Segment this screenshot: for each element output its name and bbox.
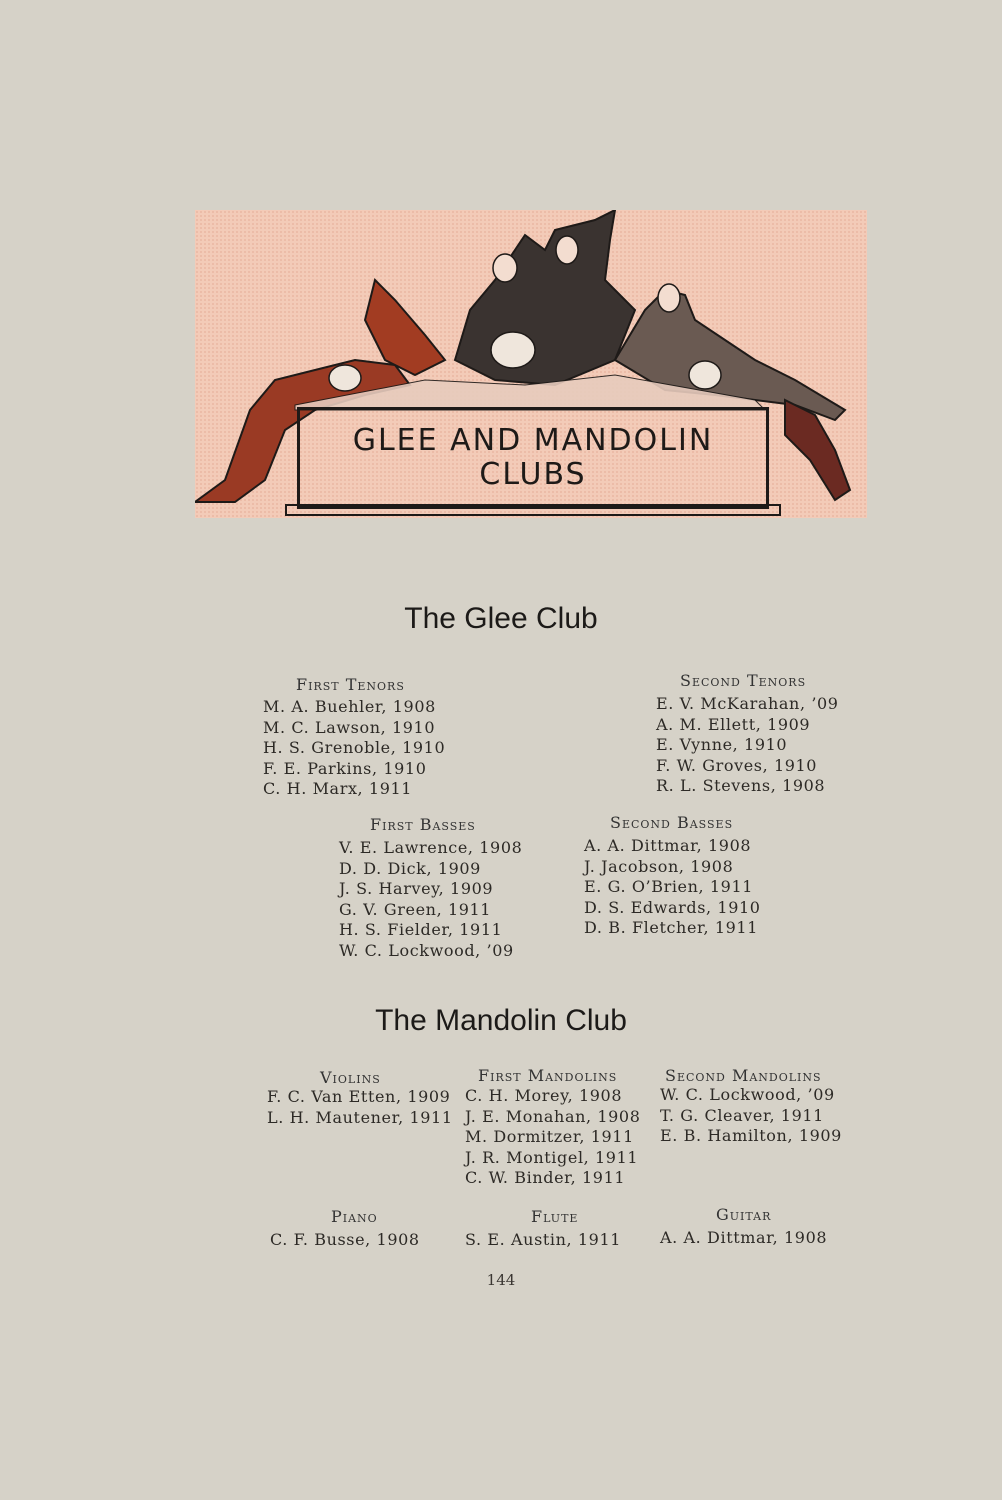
list-item: E. G. O’Brien, 1911 [584, 877, 754, 897]
list-item: J. E. Monahan, 1908 [465, 1106, 641, 1126]
list-item: E. V. McKarahan, ’09 [656, 694, 839, 713]
list-item: S. E. Austin, 1911 [465, 1230, 622, 1249]
list-item: D. B. Fletcher, 1911 [584, 918, 758, 938]
violins-heading: Violins [320, 1068, 381, 1087]
flute-list [465, 1230, 621, 1251]
list-item: M. Dormitzer, 1911 [465, 1127, 634, 1147]
second-tenors-list [656, 694, 839, 797]
first-basses-list [339, 838, 522, 962]
list-item: J. Jacobson, 1908 [584, 856, 734, 876]
list-item: F. C. Van Etten, 1909 [267, 1087, 451, 1106]
page-number: 144 [486, 1271, 516, 1289]
list-item: A. M. Ellett, 1909 [656, 714, 811, 734]
list-item: A. A. Dittmar, 1908 [660, 1228, 828, 1247]
sign-base [285, 504, 781, 516]
flute-heading: Flute [531, 1207, 579, 1226]
second-mandolins-heading: Second Mandolins [665, 1066, 822, 1085]
list-item: E. Vynne, 1910 [656, 735, 788, 755]
first-mandolins-heading: First Mandolins [478, 1066, 618, 1085]
list-item: R. L. Stevens, 1908 [656, 776, 826, 796]
violins-list [267, 1087, 453, 1128]
list-item: D. S. Edwards, 1910 [584, 897, 761, 917]
guitar-heading: Guitar [716, 1205, 772, 1224]
mandolin-club-title: The Mandolin Club [375, 1004, 627, 1037]
header-illustration [195, 210, 867, 518]
list-item: C. F. Busse, 1908 [270, 1230, 420, 1249]
first-tenors-heading: First Tenors [296, 675, 405, 694]
guitar-list [660, 1228, 827, 1249]
piano-list [270, 1230, 420, 1251]
list-item: F. E. Parkins, 1910 [263, 758, 427, 778]
list-item: T. G. Cleaver, 1911 [660, 1105, 824, 1125]
list-item: H. S. Grenoble, 1910 [263, 738, 446, 758]
list-item: D. D. Dick, 1909 [339, 858, 481, 878]
list-item: M. C. Lawson, 1910 [263, 717, 436, 737]
list-item: W. C. Lockwood, ’09 [660, 1085, 835, 1104]
first-tenors-list [263, 697, 445, 800]
list-item: G. V. Green, 1911 [339, 899, 492, 919]
list-item: J. R. Montigel, 1911 [465, 1147, 639, 1167]
list-item: C. H. Marx, 1911 [263, 779, 413, 799]
list-item: L. H. Mautener, 1911 [267, 1107, 453, 1127]
glee-club-title: The Glee Club [404, 602, 598, 635]
list-item: E. B. Hamilton, 1909 [660, 1126, 842, 1146]
banner-title: GLEE AND MANDOLIN CLUBS [352, 423, 714, 492]
second-tenors-heading: Second Tenors [680, 671, 807, 690]
list-item: V. E. Lawrence, 1908 [339, 838, 523, 857]
second-mandolins-list [660, 1085, 842, 1147]
list-item: A. A. Dittmar, 1908 [584, 836, 752, 855]
list-item: C. H. Morey, 1908 [465, 1086, 623, 1105]
list-item: M. A. Buehler, 1908 [263, 697, 436, 716]
list-item: F. W. Groves, 1910 [656, 755, 818, 775]
banner-sign [297, 407, 769, 509]
list-item: W. C. Lockwood, ’09 [339, 940, 514, 960]
list-item: H. S. Fielder, 1911 [339, 920, 503, 940]
list-item: C. W. Binder, 1911 [465, 1168, 626, 1188]
first-mandolins-list [465, 1086, 641, 1189]
piano-heading: Piano [331, 1207, 378, 1226]
first-basses-heading: First Basses [370, 815, 476, 834]
list-item: J. S. Harvey, 1909 [339, 879, 494, 899]
second-basses-list [584, 836, 761, 939]
second-basses-heading: Second Basses [610, 813, 734, 832]
